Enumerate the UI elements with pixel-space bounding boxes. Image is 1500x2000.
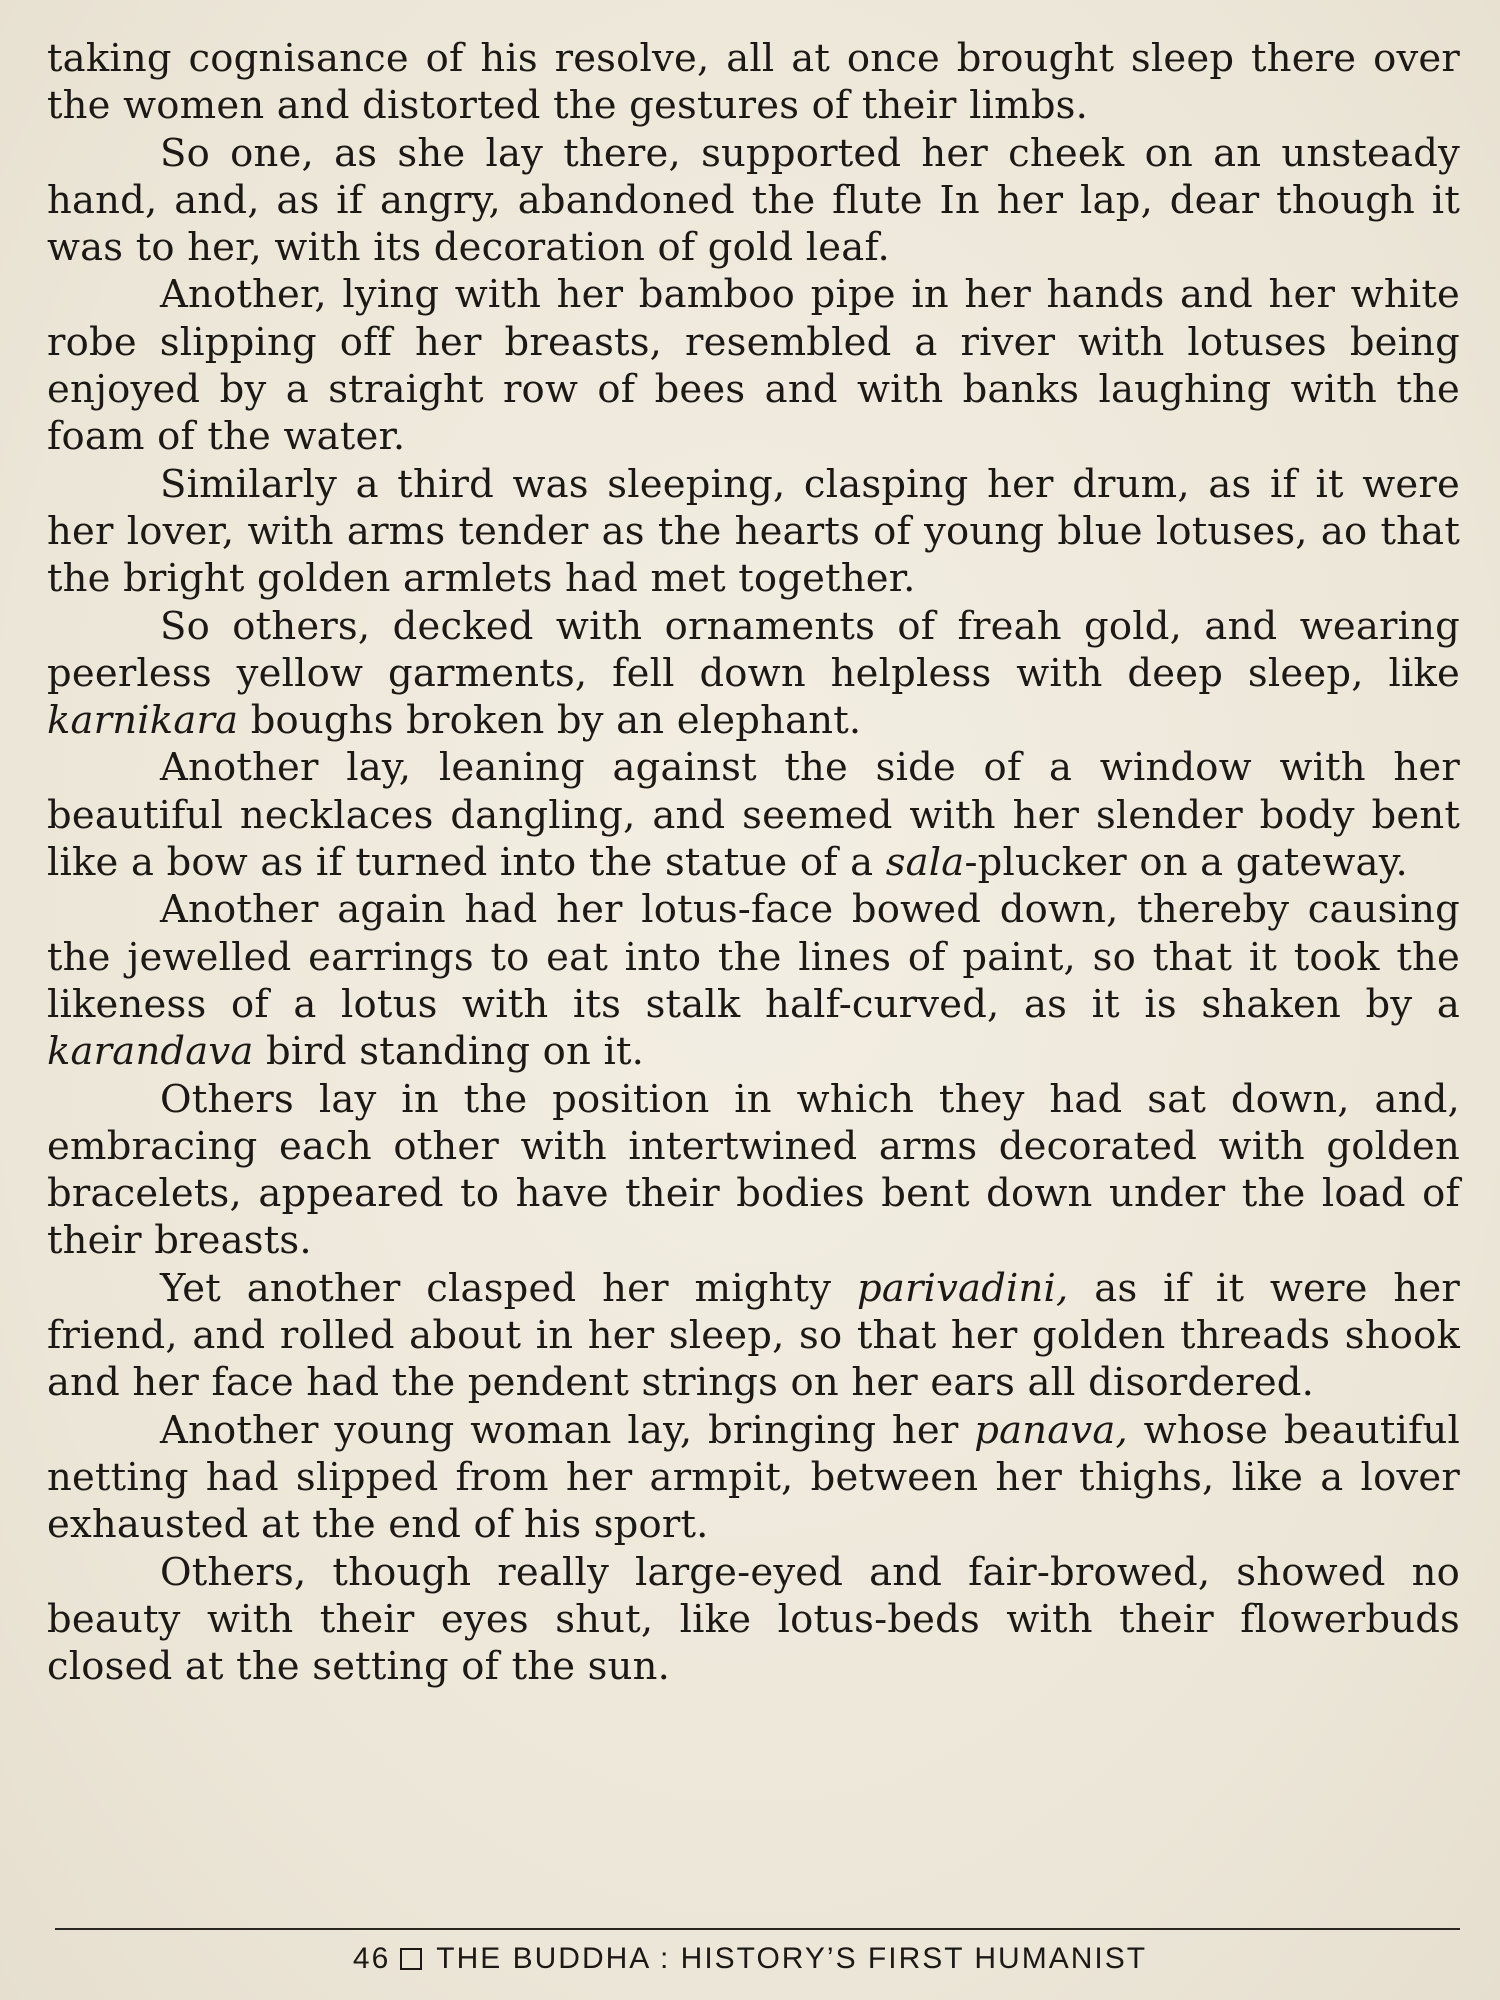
page-number: 46 [352, 1942, 391, 1975]
text-run: Another lay, leaning against the side of a window with her beautiful necklaces dangling, and seemed with her slender body bent like a bow as if turned into the statue of a [47, 745, 1460, 886]
paragraph: So one, as she lay there, supported her cheek on an unsteady hand, and, as if angry, abandoned the flute In her lap, dear though it was to her, with its decoration of gold leaf. [47, 130, 1460, 271]
paragraph: Another, lying with her bamboo pipe in her hands and her white robe slipping off her breasts, resembled a river with lotuses being enjoyed by a straight row of bees and with banks laughing with the foam of the water. [47, 272, 1460, 460]
body-text [47, 35, 1460, 1690]
paragraph [47, 744, 1460, 886]
paragraph [47, 1265, 1460, 1407]
text-run: Another young woman lay, bringing her [160, 1407, 975, 1453]
text-run: Another again had her lotus-face bowed down, thereby causing the jewelled earrings to eat into the lines of paint, so that it took the likeness of a lotus with its stalk half-curved, as it is shaken by a [47, 887, 1460, 1027]
text-run: -plucker on a gateway. [964, 840, 1408, 886]
paragraph: Similarly a third was sleeping, clasping her drum, as if it were her lover, with arms tender as the hearts of young blue lotuses, ao that the bright golden armlets had met together. [47, 461, 1460, 602]
square-icon [400, 1948, 422, 1970]
text-run: Yet another clasped her mighty [160, 1265, 857, 1311]
text-run: So others, decked with ornaments of freah gold, and wearing peerless yellow garments, fell down helpless with deep sleep, like [47, 603, 1460, 696]
paragraph [47, 886, 1460, 1075]
paragraph: Others lay in the position in which they had sat down, and, embracing each other with intertwined arms decorated with golden bracelets, appeared to have their bodies bent down under the load of their breasts. [47, 1076, 1460, 1264]
paragraph: taking cognisance of his resolve, all at once brought sleep there over the women and distorted the gestures of their limbs. [47, 36, 1460, 129]
italic-term: sala [885, 840, 965, 886]
italic-term: parivadini, [856, 1265, 1069, 1311]
book-title: THE BUDDHA : HISTORY’S FIRST HUMANIST [436, 1942, 1148, 1975]
text-run: as if it were her friend, and rolled about in her sleep, so that her golden threads shook and her face had the pendent strings on her ears all disordered. [47, 1265, 1460, 1406]
text-run: bird standing on it. [253, 1029, 645, 1075]
italic-term: karandava [47, 1029, 254, 1075]
page-footer [0, 1942, 1500, 1976]
text-run: boughs broken by an elephant. [238, 698, 862, 744]
paragraph: Others, though really large-eyed and fair-browed, showed no beauty with their eyes shut, like lotus-beds with their flowerbuds closed at the setting of the sun. [47, 1549, 1460, 1690]
footer-rule [55, 1928, 1460, 1930]
italic-term: panava, [974, 1407, 1128, 1453]
text-run: whose beautiful netting had slipped from her armpit, between her thighs, like a lover exhausted at the end of his sport. [47, 1407, 1461, 1548]
paragraph [47, 1407, 1460, 1549]
italic-term: karnikara [47, 698, 239, 744]
paragraph [47, 603, 1460, 745]
